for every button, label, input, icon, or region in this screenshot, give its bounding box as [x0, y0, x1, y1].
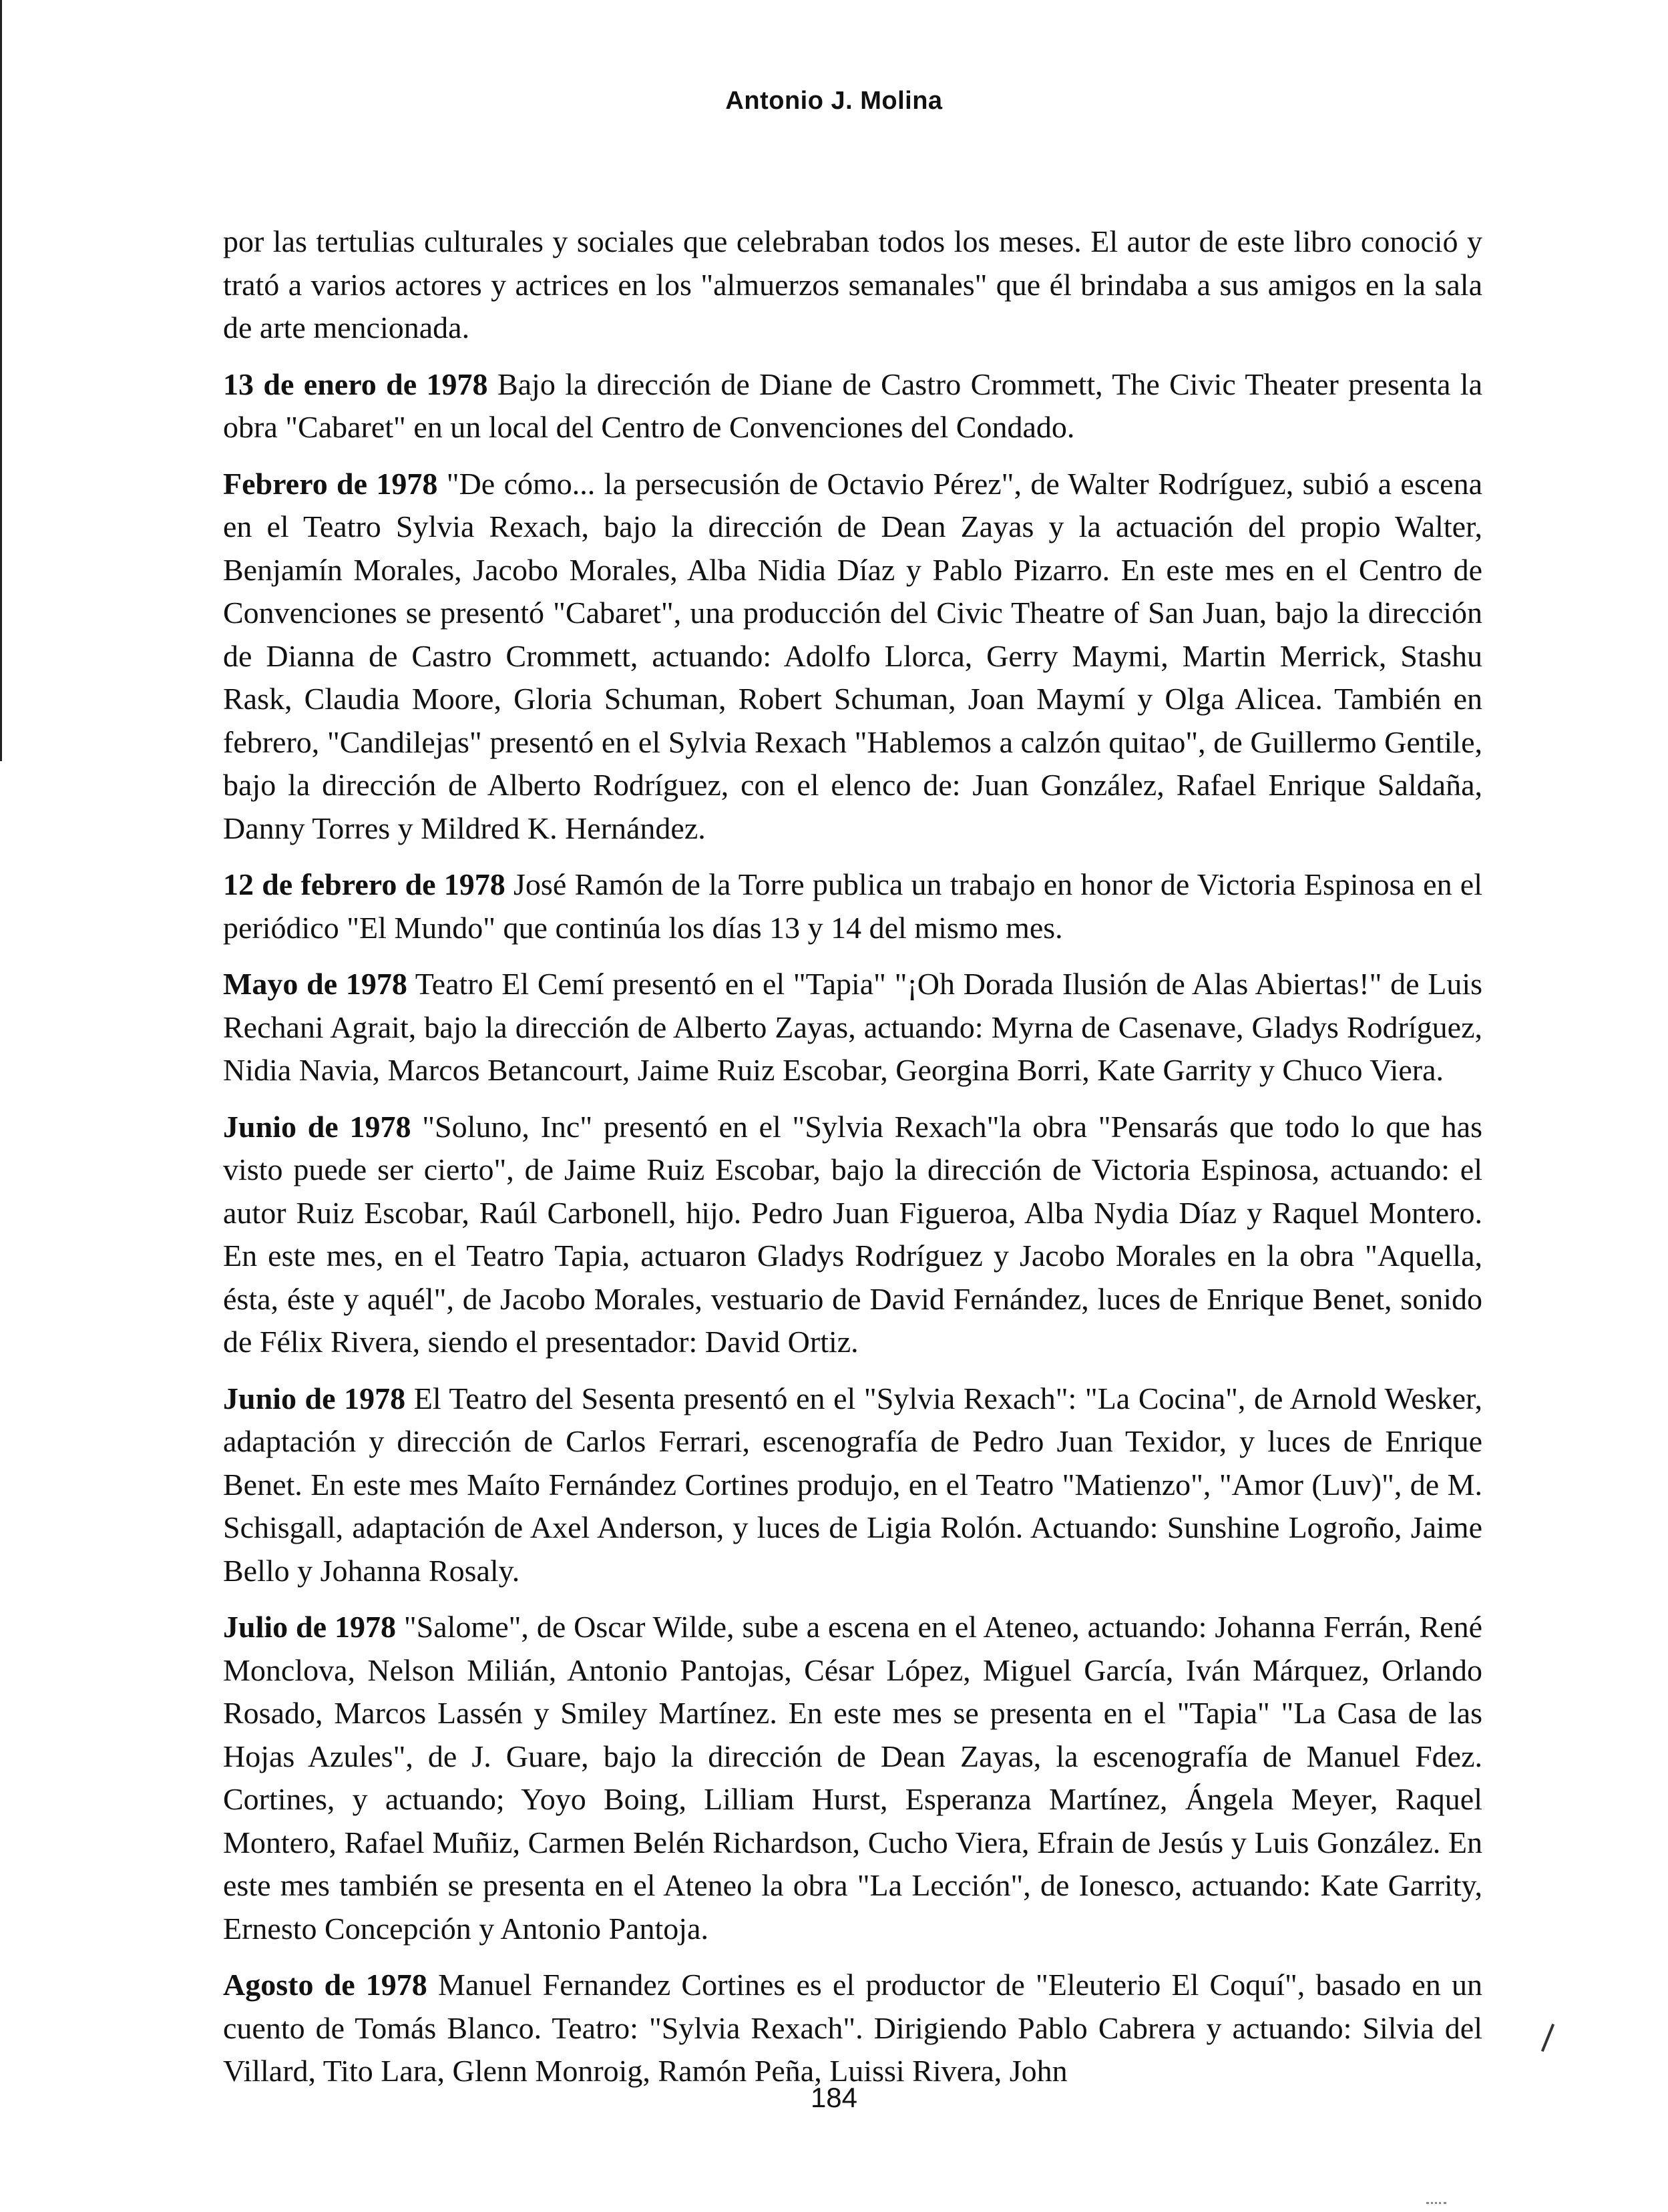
entry-text: "Salome", de Oscar Wilde, sube a escena en el Ateneo, actuando: Johanna Ferrán, René Monclova, Nelson Milián, Antonio Pantojas, César López, Miguel García, Iván Márquez, Orlando Rosado, Marcos Lassén y Smiley Martínez. En este mes se presenta en el "Tapia" "La Casa de las Hojas Azules", de J. Guare, bajo la dirección de Dean Zayas, la escenografía de Manuel Fdez. Cortines, y actuando; Yoyo Boing, Lilliam Hurst, Esperanza Martínez, Ángela Meyer, Raquel Montero, Rafael Muñiz, Carmen Belén Richardson, Cucho Viera, Efrain de Jesús y Luis González. En este mes también se presenta en el Ateneo la obra "La Lección", de Ionesco, actuando: Kate Garrity, Ernesto Concepción y Antonio Pantoja. — [223, 1610, 1482, 1946]
entry-text: Bajo la dirección de Diane de Castro Crommett, The Civic Theater presenta la obra "Cabaret" en un local del Centro de Convenciones del Condado. — [223, 367, 1483, 444]
paragraph-entry — [223, 1106, 1482, 1364]
entry-date: Junio de 1978 — [223, 1381, 406, 1415]
paragraph-entry — [223, 863, 1482, 949]
running-header: Antonio J. Molina — [725, 87, 943, 115]
entry-date: Junio de 1978 — [223, 1109, 411, 1144]
entry-date: Mayo de 1978 — [223, 967, 407, 1001]
entry-text: José Ramón de la Torre publica un trabajo en honor de Victoria Espinosa en el periódico "El Mundo" que continúa los días 13 y 14 del mismo mes. — [223, 867, 1482, 945]
body-text — [223, 220, 1482, 2107]
paragraph-entry — [223, 363, 1482, 449]
entry-text: por las tertulias culturales y sociales que celebraban todos los meses. El autor de este libro conoció y trató a varios actores y actrices en los "almuerzos semanales" que él brindaba a sus amigos en la sala de arte mencionada. — [223, 224, 1482, 345]
stray-pen-mark — [1541, 2024, 1554, 2052]
paragraph-continuation — [223, 220, 1482, 350]
entry-text: El Teatro del Sesenta presentó en el "Sylvia Rexach": "La Cocina", de Arnold Wesker, adaptación y dirección de Carlos Ferrari, escenografía de Pedro Juan Texidor, y luces de Enrique Benet. En este mes Maíto Fernández Cortines produjo, en el Teatro "Matienzo", "Amor (Luv)", de M. Schisgall, adaptación de Axel Anderson, y luces de Ligia Rolón. Actuando: Sunshine Logroño, Jaime Bello y Johanna Rosaly. — [223, 1381, 1482, 1588]
entry-text: Manuel Fernandez Cortines es el productor de "Eleuterio El Coquí", basado en un cuento de Tomás Blanco. Teatro: "Sylvia Rexach". Dirigiendo Pablo Cabrera y actuando: Silvia del Villard, Tito Lara, Glenn Monroig, Ramón Peña, Luissi Rivera, John — [223, 1968, 1482, 2088]
entry-date: Agosto de 1978 — [223, 1968, 427, 2002]
paragraph-entry — [223, 963, 1482, 1092]
paragraph-entry — [223, 463, 1482, 851]
paragraph-entry — [223, 1377, 1482, 1593]
entry-date: 12 de febrero de 1978 — [223, 867, 505, 901]
entry-text: Teatro El Cemí presentó en el "Tapia" "¡Oh Dorada Ilusión de Alas Abiertas!" de Luis Rechani Agrait, bajo la dirección de Alberto Zayas, actuando: Myrna de Casenave, Gladys Rodríguez, Nidia Navia, Marcos Betancourt, Jaime Ruiz Escobar, Georgina Borri, Kate Garrity y Chuco Viera. — [223, 967, 1482, 1087]
paragraph-entry — [223, 1606, 1482, 1950]
entry-date: Julio de 1978 — [223, 1610, 396, 1644]
entry-text: "Soluno, Inc" presentó en el "Sylvia Rexach"la obra "Pensarás que todo lo que has visto puede ser cierto", de Jaime Ruiz Escobar, bajo la dirección de Victoria Espinosa, actuando: el autor Ruiz Escobar, Raúl Carbonell, hijo. Pedro Juan Figueroa, Alba Nydia Díaz y Raquel Montero. En este mes, en el Teatro Tapia, actuaron Gladys Rodríguez y Jacobo Morales en la obra "Aquella, ésta, éste y aquél", de Jacobo Morales, vestuario de David Fernández, luces de Enrique Benet, sonido de Félix Rivera, siendo el presentador: David Ortiz. — [223, 1109, 1482, 1359]
entry-text: "De cómo... la persecusión de Octavio Pérez", de Walter Rodríguez, subió a escena en el Teatro Sylvia Rexach, bajo la dirección de Dean Zayas y la actuación del propio Walter, Benjamín Morales, Jacobo Morales, Alba Nidia Díaz y Pablo Pizarro. En este mes en el Centro de Convenciones se presentó "Cabaret", una producción del Civic Theatre of San Juan, bajo la dirección de Dianna de Castro Crommett, actuando: Adolfo Llorca, Gerry Maymi, Martin Merrick, Stashu Rask, Claudia Moore, Gloria Schuman, Robert Schuman, Joan Maymí y Olga Alicea. También en febrero, "Candilejas" presentó en el Sylvia Rexach "Hablemos a calzón quitao", de Guillermo Gentile, bajo la dirección de Alberto Rodríguez, con el elenco de: Juan González, Rafael Enrique Saldaña, Danny Torres y Mildred K. Hernández. — [223, 466, 1482, 845]
entry-date: 13 de enero de 1978 — [223, 367, 488, 401]
paragraph-entry — [223, 1964, 1482, 2093]
entry-date: Febrero de 1978 — [223, 466, 438, 501]
page-number: 184 — [810, 2082, 858, 2113]
scan-specks — [1426, 2202, 1446, 2207]
